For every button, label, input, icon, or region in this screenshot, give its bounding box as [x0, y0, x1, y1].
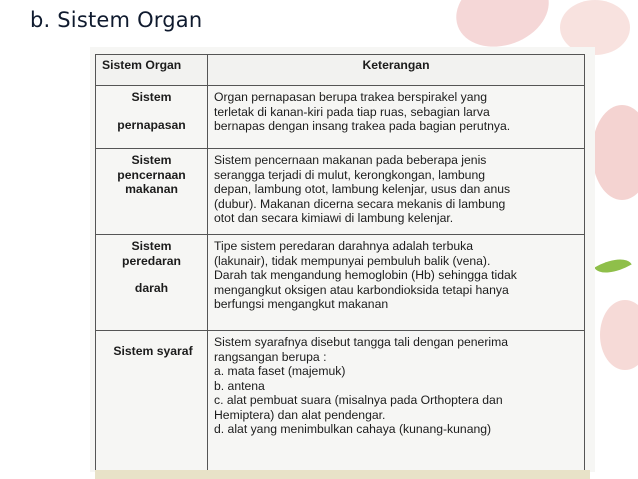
description-line: depan, lambung otot, lambung kelenjar, usus dan anus: [214, 182, 511, 196]
description-line: Tipe sistem peredaran darahnya adalah terbuka: [214, 239, 474, 253]
organ-label: makanan: [125, 182, 178, 196]
description-cell: [208, 331, 585, 471]
organ-table-image: [90, 47, 595, 472]
description-line: c. alat pembuat suara (misalnya pada Orthoptera dan: [214, 393, 503, 407]
organ-label: peredaran: [122, 253, 181, 268]
description-line: Organ pernapasan berupa trakea berspirakel yang: [214, 90, 488, 104]
table-row: [96, 331, 585, 471]
description-cell: [208, 235, 585, 331]
table-row: [96, 235, 585, 331]
organ-label: Sistem: [131, 153, 172, 167]
description-line: Darah tak mengandung hemoglobin (Hb) sehingga tidak: [214, 268, 517, 282]
description-line: a. mata faset (majemuk): [214, 364, 346, 378]
organ-cell: [96, 149, 208, 235]
description-line: d. alat yang menimbulkan cahaya (kunang-kunang): [214, 422, 492, 436]
description-line: b. antena: [214, 378, 265, 393]
description-line: rangsangan berupa :: [214, 349, 327, 364]
description-line: (dubur). Makanan dicerna secara mekanis di lambung: [214, 196, 506, 211]
description-line: (lakunair), tidak mempunyai pembuluh balik (vena).: [214, 253, 491, 268]
header-keterangan: Keterangan: [208, 55, 585, 86]
organ-label: darah: [134, 281, 169, 295]
organ-cell: [96, 235, 208, 331]
organ-label: Sistem: [131, 90, 172, 104]
organ-label: pencernaan: [117, 167, 186, 182]
description-line: berfungsi mengangkut makanan: [214, 297, 389, 311]
description-cell: [208, 86, 585, 149]
description-line: terletak di kanan-kiri pada tiap ruas, sebagian larva: [214, 104, 490, 119]
organ-label: pernapasan: [117, 117, 186, 132]
organ-label: Sistem syaraf: [113, 344, 193, 358]
decorative-bottom-bar: [95, 470, 590, 479]
organ-table: [95, 54, 585, 471]
decorative-petal: [592, 105, 638, 200]
organ-cell: [96, 86, 208, 149]
organ-cell: [96, 331, 208, 471]
slide-title: b. Sistem Organ: [30, 8, 203, 32]
decorative-leaf: [594, 251, 631, 282]
decorative-petal: [600, 300, 638, 370]
header-sistem-organ: Sistem Organ: [96, 55, 208, 86]
description-line: Hemiptera) dan alat pendengar.: [214, 407, 386, 422]
description-line: Sistem pencernaan makanan pada beberapa jenis: [214, 153, 487, 167]
description-line: Sistem syarafnya disebut tangga tali dengan penerima: [214, 335, 509, 349]
table-row: [96, 149, 585, 235]
table-header-row: [96, 55, 585, 86]
table-row: [96, 86, 585, 149]
description-line: otot dan secara kimiawi di lambung kelenjar.: [214, 211, 454, 225]
description-line: mengangkut oksigen atau karbondioksida tetapi hanya: [214, 282, 509, 297]
organ-label: Sistem: [131, 239, 172, 253]
description-cell: [208, 149, 585, 235]
description-line: serangga terjadi di mulut, kerongkongan, lambung: [214, 167, 486, 182]
description-line: bernapas dengan insang trakea pada bagian perutnya.: [214, 119, 511, 133]
